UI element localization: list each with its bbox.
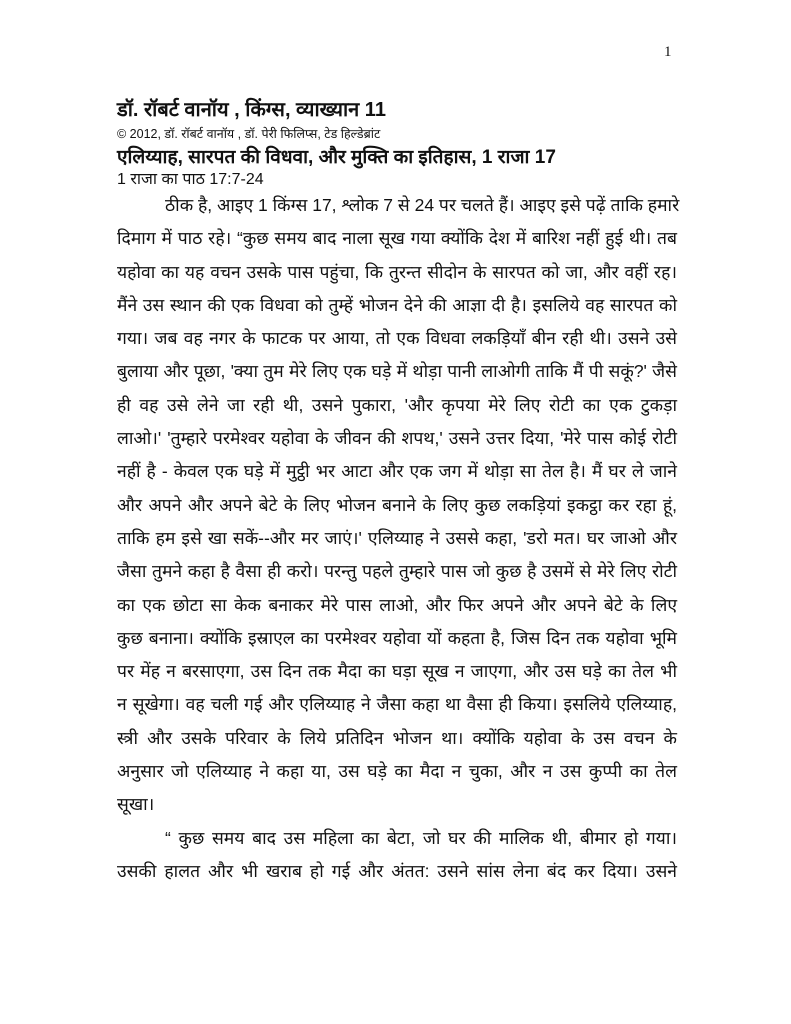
text-line: ताकि हम इसे खा सकें--और मर जाएं।' एलिय्याह ने उससे कहा, 'डरो मत। घर जाओ और	[117, 527, 677, 548]
text-line: लाओ।' 'तुम्हारे परमेश्वर यहोवा के जीवन की शपथ,' उसने उत्तर दिया, 'मेरे पास कोई रोटी	[117, 428, 677, 449]
text-line: पर मेंह न बरसाएगा, उस दिन तक मैदा का घड़ा सूख न जाएगा, और उस घड़े का तेल भी	[117, 661, 677, 682]
text-line: न सूखेगा। वह चली गई और एलिय्याह ने जैसा कहा था वैसा ही किया। इसलिये एलिय्याह,	[117, 694, 677, 715]
text-line: उसकी हालत और भी खराब हो गई और अंतत: उसने सांस लेना बंद कर दिया। उसने	[117, 860, 677, 881]
text-line: कुछ बनाना। क्योंकि इस्राएल का परमेश्वर यहोवा यों कहता है, जिस दिन तक यहोवा भूमि	[117, 627, 677, 648]
text-line: ठीक है, आइए 1 किंग्स 17, श्लोक 7 से 24 पर चलते हैं। आइए इसे पढ़ें ताकि हमारे	[165, 195, 680, 215]
text-line: “ कुछ समय बाद उस महिला का बेटा, जो घर की मालिक थी, बीमार हो गया।	[165, 827, 677, 848]
paragraph	[117, 189, 680, 822]
text-line: सूखा।	[117, 794, 155, 815]
section-title: एलिय्याह, सारपत की विधवा, और मुक्ति का इतिहास, 1 राजा 17	[117, 147, 556, 168]
page-title: डॉ. रॉबर्ट वानॉय , किंग्स, व्याख्यान 11	[117, 99, 386, 121]
text-line: स्त्री और उसके परिवार के लिये प्रतिदिन भोजन था। क्योंकि यहोवा के उस वचन के	[117, 727, 677, 748]
page-number: 1	[664, 44, 672, 60]
text-line: ही वह उसे लेने जा रही थी, उसने पुकारा, 'और कृपया मेरे लिए रोटी का एक टुकड़ा	[117, 394, 677, 415]
copyright-line: © 2012, डॉ. रॉबर्ट वानॉय , डॉ. पेरी फिलिप्स, टेड हिल्डेब्रांट	[117, 127, 381, 141]
text-line: यहोवा का यह वचन उसके पास पहुंचा, कि तुरन्त सीदोन के सारपत को जा, और वहीं रह।	[117, 261, 677, 282]
text-line: नहीं है - केवल एक घड़े में मुट्ठी भर आटा और एक जग में थोड़ा सा तेल है। मैं घर ले जाने	[117, 461, 677, 482]
text-line: जैसा तुमने कहा है वैसा ही करो। परन्तु पहले तुम्हारे पास जो कुछ है उसमें से मेरे लिए रोटी	[117, 561, 677, 582]
body-text	[117, 189, 680, 888]
text-line: अनुसार जो एलिय्याह ने कहा या, उस घड़े का मैदा न चुका, और न उस कुप्पी का तेल	[117, 761, 677, 782]
paragraph	[117, 822, 677, 889]
text-line: गया। जब वह नगर के फाटक पर आया, तो एक विधवा लकड़ियाँ बीन रही थी। उसने उसे	[117, 328, 677, 349]
text-line: का एक छोटा सा केक बनाकर मेरे पास लाओ, और फिर अपने और अपने बेटे के लिए	[117, 594, 677, 615]
scripture-reading: 1 राजा का पाठ 17:7-24	[117, 171, 264, 188]
text-line: और अपने और अपने बेटे के लिए भोजन बनाने के लिए कुछ लकड़ियां इकट्ठा कर रहा हूं,	[117, 494, 677, 515]
text-line: बुलाया और पूछा, 'क्या तुम मेरे लिए एक घड़े में थोड़ा पानी लाओगी ताकि मैं पी सकूं?' जैसे	[117, 361, 677, 382]
text-line: मैंने उस स्थान की एक विधवा को तुम्हें भोजन देने की आज्ञा दी है। इसलिये वह सारपत को	[117, 294, 677, 315]
text-line: दिमाग में पाठ रहे। “कुछ समय बाद नाला सूख गया क्योंकि देश में बारिश नहीं हुई थी। तब	[117, 228, 677, 249]
